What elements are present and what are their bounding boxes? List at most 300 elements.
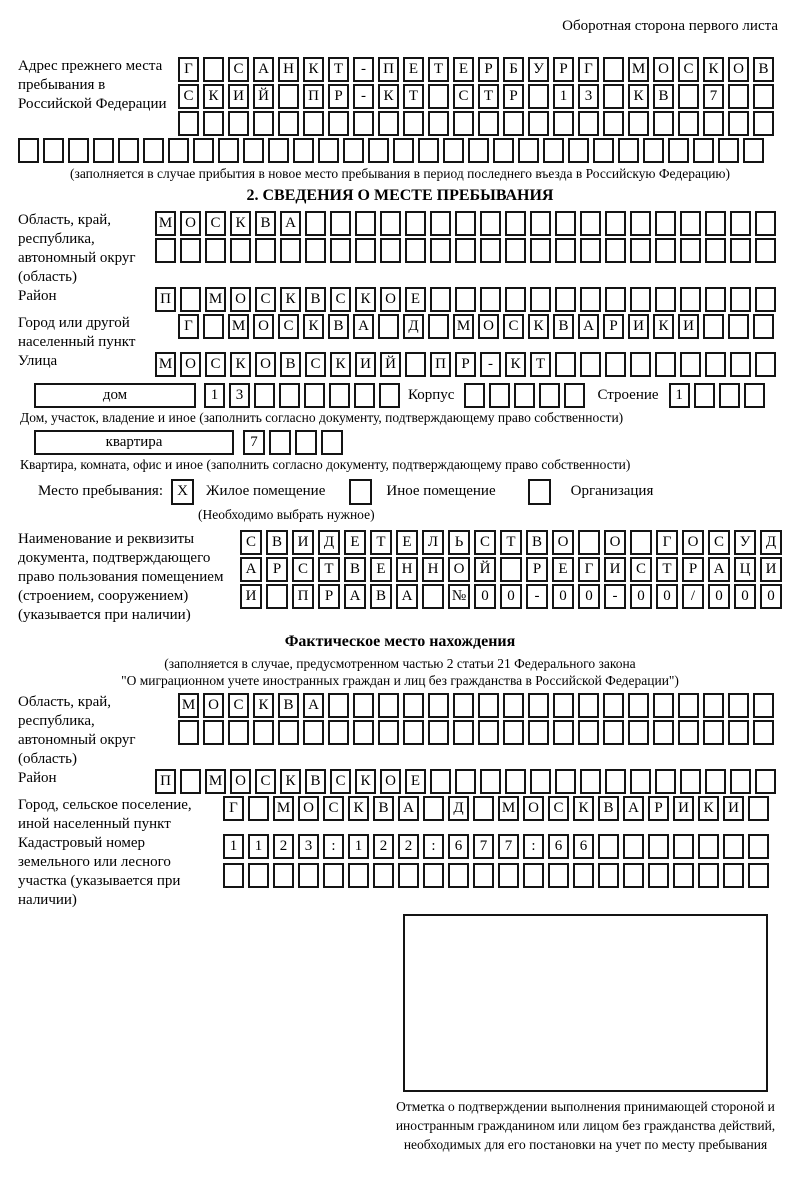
char-cell[interactable]: К — [303, 57, 324, 82]
char-cell[interactable]: К — [653, 314, 674, 339]
char-cell[interactable]: 1 — [248, 834, 269, 859]
char-cell[interactable]: А — [344, 584, 366, 609]
char-cell[interactable]: Н — [278, 57, 299, 82]
char-cell[interactable]: И — [723, 796, 744, 821]
char-cell[interactable] — [295, 430, 317, 455]
char-cell[interactable]: Р — [478, 57, 499, 82]
char-cell[interactable] — [543, 138, 564, 163]
char-cell[interactable]: О — [298, 796, 319, 821]
char-cell[interactable] — [564, 383, 585, 408]
char-cell[interactable]: И — [673, 796, 694, 821]
char-cell[interactable]: П — [292, 584, 314, 609]
char-cell[interactable]: С — [323, 796, 344, 821]
char-cell[interactable] — [293, 138, 314, 163]
char-cell[interactable] — [379, 383, 400, 408]
char-cell[interactable] — [228, 720, 249, 745]
char-cell[interactable] — [353, 111, 374, 136]
char-cell[interactable] — [655, 287, 676, 312]
char-cell[interactable] — [528, 720, 549, 745]
char-cell[interactable]: Т — [318, 557, 340, 582]
char-cell[interactable] — [630, 352, 651, 377]
char-cell[interactable] — [303, 720, 324, 745]
char-cell[interactable] — [355, 211, 376, 236]
char-cell[interactable]: Д — [318, 530, 340, 555]
char-cell[interactable] — [705, 238, 726, 263]
char-cell[interactable] — [278, 111, 299, 136]
char-cell[interactable] — [503, 720, 524, 745]
char-cell[interactable]: Т — [478, 84, 499, 109]
char-cell[interactable] — [203, 57, 224, 82]
char-cell[interactable]: М — [498, 796, 519, 821]
char-cell[interactable] — [378, 693, 399, 718]
char-cell[interactable] — [223, 863, 244, 888]
char-cell[interactable] — [698, 863, 719, 888]
char-cell[interactable] — [598, 834, 619, 859]
char-cell[interactable] — [248, 796, 269, 821]
char-cell[interactable]: О — [552, 530, 574, 555]
char-cell[interactable]: В — [373, 796, 394, 821]
char-cell[interactable]: К — [253, 693, 274, 718]
char-cell[interactable]: Т — [530, 352, 551, 377]
char-cell[interactable] — [528, 111, 549, 136]
char-cell[interactable]: 1 — [204, 383, 225, 408]
char-cell[interactable]: С — [548, 796, 569, 821]
char-cell[interactable] — [598, 863, 619, 888]
char-cell[interactable]: В — [278, 693, 299, 718]
char-cell[interactable]: О — [448, 557, 470, 582]
char-cell[interactable] — [555, 238, 576, 263]
char-cell[interactable] — [655, 352, 676, 377]
char-cell[interactable] — [605, 287, 626, 312]
char-cell[interactable]: Б — [503, 57, 524, 82]
char-cell[interactable]: С — [255, 769, 276, 794]
char-cell[interactable]: С — [305, 352, 326, 377]
char-cell[interactable]: Д — [760, 530, 782, 555]
char-cell[interactable] — [328, 720, 349, 745]
char-cell[interactable]: О — [180, 211, 201, 236]
char-cell[interactable]: С — [330, 287, 351, 312]
char-cell[interactable]: Е — [396, 530, 418, 555]
char-cell[interactable]: Д — [448, 796, 469, 821]
char-cell[interactable] — [480, 287, 501, 312]
char-cell[interactable] — [328, 111, 349, 136]
char-cell[interactable] — [605, 352, 626, 377]
char-cell[interactable]: Т — [328, 57, 349, 82]
char-cell[interactable] — [473, 796, 494, 821]
char-cell[interactable]: В — [370, 584, 392, 609]
char-cell[interactable] — [743, 138, 764, 163]
char-cell[interactable] — [728, 111, 749, 136]
char-cell[interactable] — [730, 238, 751, 263]
char-cell[interactable] — [630, 530, 652, 555]
char-cell[interactable]: К — [355, 769, 376, 794]
char-cell[interactable]: О — [604, 530, 626, 555]
char-cell[interactable] — [500, 557, 522, 582]
char-cell[interactable] — [603, 693, 624, 718]
char-cell[interactable]: А — [303, 693, 324, 718]
char-cell[interactable]: № — [448, 584, 470, 609]
char-cell[interactable] — [648, 863, 669, 888]
char-cell[interactable]: : — [323, 834, 344, 859]
char-cell[interactable]: П — [430, 352, 451, 377]
char-cell[interactable] — [605, 238, 626, 263]
char-cell[interactable]: С — [278, 314, 299, 339]
char-cell[interactable] — [530, 769, 551, 794]
char-cell[interactable] — [580, 287, 601, 312]
char-cell[interactable]: С — [453, 84, 474, 109]
char-cell[interactable]: : — [523, 834, 544, 859]
char-cell[interactable]: П — [303, 84, 324, 109]
char-cell[interactable]: Р — [682, 557, 704, 582]
char-cell[interactable] — [505, 211, 526, 236]
char-cell[interactable]: О — [203, 693, 224, 718]
char-cell[interactable]: Р — [455, 352, 476, 377]
char-cell[interactable] — [178, 111, 199, 136]
char-cell[interactable] — [428, 111, 449, 136]
char-cell[interactable] — [378, 720, 399, 745]
char-cell[interactable] — [655, 238, 676, 263]
char-cell[interactable]: Т — [403, 84, 424, 109]
char-cell[interactable]: С — [503, 314, 524, 339]
char-cell[interactable] — [703, 314, 724, 339]
char-cell[interactable] — [253, 720, 274, 745]
char-cell[interactable] — [423, 863, 444, 888]
char-cell[interactable] — [655, 769, 676, 794]
char-cell[interactable] — [405, 352, 426, 377]
char-cell[interactable] — [503, 693, 524, 718]
char-cell[interactable]: К — [378, 84, 399, 109]
char-cell[interactable] — [705, 287, 726, 312]
char-cell[interactable]: 0 — [552, 584, 574, 609]
char-cell[interactable] — [755, 287, 776, 312]
char-cell[interactable]: 3 — [578, 84, 599, 109]
char-cell[interactable] — [323, 863, 344, 888]
char-cell[interactable]: И — [604, 557, 626, 582]
char-cell[interactable]: П — [155, 769, 176, 794]
char-cell[interactable] — [730, 211, 751, 236]
char-cell[interactable] — [744, 383, 765, 408]
char-cell[interactable] — [203, 314, 224, 339]
char-cell[interactable]: С — [178, 84, 199, 109]
char-cell[interactable] — [505, 238, 526, 263]
char-cell[interactable]: Р — [328, 84, 349, 109]
char-cell[interactable]: Г — [178, 57, 199, 82]
char-cell[interactable]: 2 — [398, 834, 419, 859]
char-cell[interactable] — [580, 352, 601, 377]
char-cell[interactable] — [555, 769, 576, 794]
char-cell[interactable] — [573, 863, 594, 888]
char-cell[interactable]: С — [708, 530, 730, 555]
char-cell[interactable]: 7 — [498, 834, 519, 859]
char-cell[interactable] — [280, 238, 301, 263]
char-cell[interactable]: Р — [553, 57, 574, 82]
char-cell[interactable] — [455, 769, 476, 794]
char-cell[interactable] — [580, 238, 601, 263]
char-cell[interactable] — [530, 238, 551, 263]
char-cell[interactable] — [68, 138, 89, 163]
char-cell[interactable] — [655, 211, 676, 236]
char-cell[interactable] — [553, 720, 574, 745]
char-cell[interactable] — [523, 863, 544, 888]
char-cell[interactable]: 0 — [630, 584, 652, 609]
char-cell[interactable]: 0 — [500, 584, 522, 609]
char-cell[interactable] — [328, 693, 349, 718]
char-cell[interactable] — [478, 693, 499, 718]
char-cell[interactable] — [728, 314, 749, 339]
char-cell[interactable] — [273, 863, 294, 888]
char-cell[interactable] — [753, 314, 774, 339]
char-cell[interactable]: В — [305, 287, 326, 312]
char-cell[interactable]: А — [240, 557, 262, 582]
char-cell[interactable]: 0 — [760, 584, 782, 609]
checkbox-organization[interactable] — [528, 479, 551, 505]
char-cell[interactable]: М — [205, 769, 226, 794]
char-cell[interactable]: С — [474, 530, 496, 555]
char-cell[interactable] — [705, 352, 726, 377]
char-cell[interactable]: С — [330, 769, 351, 794]
char-cell[interactable] — [348, 863, 369, 888]
char-cell[interactable]: 1 — [553, 84, 574, 109]
char-cell[interactable]: К — [230, 352, 251, 377]
char-cell[interactable]: И — [760, 557, 782, 582]
char-cell[interactable]: М — [628, 57, 649, 82]
char-cell[interactable] — [528, 693, 549, 718]
char-cell[interactable]: К — [280, 287, 301, 312]
char-cell[interactable]: 0 — [708, 584, 730, 609]
char-cell[interactable] — [753, 693, 774, 718]
char-cell[interactable] — [680, 769, 701, 794]
char-cell[interactable]: К — [303, 314, 324, 339]
char-cell[interactable] — [393, 138, 414, 163]
char-cell[interactable] — [203, 111, 224, 136]
char-cell[interactable] — [480, 769, 501, 794]
char-cell[interactable]: И — [240, 584, 262, 609]
char-cell[interactable]: 3 — [298, 834, 319, 859]
char-cell[interactable] — [518, 138, 539, 163]
char-cell[interactable] — [455, 287, 476, 312]
char-cell[interactable]: К — [505, 352, 526, 377]
char-cell[interactable] — [443, 138, 464, 163]
char-cell[interactable] — [630, 287, 651, 312]
char-cell[interactable] — [628, 693, 649, 718]
char-cell[interactable]: Ь — [448, 530, 470, 555]
char-cell[interactable]: / — [682, 584, 704, 609]
char-cell[interactable]: 0 — [734, 584, 756, 609]
char-cell[interactable] — [578, 111, 599, 136]
char-cell[interactable] — [279, 383, 300, 408]
char-cell[interactable] — [605, 211, 626, 236]
char-cell[interactable]: А — [253, 57, 274, 82]
char-cell[interactable]: С — [228, 693, 249, 718]
char-cell[interactable]: В — [280, 352, 301, 377]
char-cell[interactable] — [118, 138, 139, 163]
char-cell[interactable] — [278, 84, 299, 109]
char-cell[interactable]: Е — [344, 530, 366, 555]
char-cell[interactable] — [428, 314, 449, 339]
char-cell[interactable]: Ц — [734, 557, 756, 582]
char-cell[interactable]: Т — [656, 557, 678, 582]
char-cell[interactable]: С — [228, 57, 249, 82]
char-cell[interactable]: М — [273, 796, 294, 821]
char-cell[interactable] — [605, 769, 626, 794]
char-cell[interactable] — [603, 57, 624, 82]
char-cell[interactable]: Р — [318, 584, 340, 609]
char-cell[interactable] — [539, 383, 560, 408]
char-cell[interactable] — [680, 211, 701, 236]
char-cell[interactable]: Е — [370, 557, 392, 582]
char-cell[interactable]: 7 — [473, 834, 494, 859]
char-cell[interactable]: О — [230, 769, 251, 794]
char-cell[interactable]: - — [353, 84, 374, 109]
char-cell[interactable]: М — [155, 352, 176, 377]
char-cell[interactable] — [403, 720, 424, 745]
char-cell[interactable]: 7 — [243, 430, 265, 455]
char-cell[interactable]: М — [155, 211, 176, 236]
char-cell[interactable] — [473, 863, 494, 888]
char-cell[interactable]: М — [178, 693, 199, 718]
char-cell[interactable] — [755, 211, 776, 236]
char-cell[interactable] — [168, 138, 189, 163]
confirmation-stamp-box[interactable] — [403, 914, 768, 1092]
char-cell[interactable]: С — [678, 57, 699, 82]
char-cell[interactable]: 7 — [703, 84, 724, 109]
char-cell[interactable] — [730, 287, 751, 312]
char-cell[interactable] — [723, 863, 744, 888]
char-cell[interactable]: Н — [422, 557, 444, 582]
char-cell[interactable] — [718, 138, 739, 163]
checkbox-other-premises[interactable] — [349, 479, 372, 505]
char-cell[interactable] — [628, 720, 649, 745]
char-cell[interactable]: С — [292, 557, 314, 582]
char-cell[interactable]: О — [255, 352, 276, 377]
char-cell[interactable] — [728, 693, 749, 718]
char-cell[interactable]: А — [396, 584, 418, 609]
char-cell[interactable] — [678, 720, 699, 745]
char-cell[interactable]: У — [528, 57, 549, 82]
char-cell[interactable]: Л — [422, 530, 444, 555]
char-cell[interactable] — [603, 720, 624, 745]
char-cell[interactable]: Й — [474, 557, 496, 582]
char-cell[interactable] — [403, 693, 424, 718]
char-cell[interactable] — [430, 211, 451, 236]
char-cell[interactable] — [318, 138, 339, 163]
char-cell[interactable] — [730, 352, 751, 377]
char-cell[interactable]: О — [380, 769, 401, 794]
char-cell[interactable]: А — [353, 314, 374, 339]
char-cell[interactable] — [728, 84, 749, 109]
char-cell[interactable] — [753, 720, 774, 745]
char-cell[interactable] — [330, 238, 351, 263]
char-cell[interactable]: В — [344, 557, 366, 582]
char-cell[interactable] — [403, 111, 424, 136]
char-cell[interactable] — [680, 352, 701, 377]
char-cell[interactable]: С — [630, 557, 652, 582]
char-cell[interactable]: Р — [526, 557, 548, 582]
char-cell[interactable] — [498, 863, 519, 888]
char-cell[interactable]: И — [292, 530, 314, 555]
char-cell[interactable] — [405, 238, 426, 263]
char-cell[interactable] — [603, 111, 624, 136]
char-cell[interactable] — [678, 693, 699, 718]
char-cell[interactable]: - — [526, 584, 548, 609]
char-cell[interactable] — [180, 287, 201, 312]
char-cell[interactable] — [228, 111, 249, 136]
char-cell[interactable] — [330, 211, 351, 236]
char-cell[interactable]: Е — [453, 57, 474, 82]
char-cell[interactable] — [555, 352, 576, 377]
char-cell[interactable] — [753, 84, 774, 109]
char-cell[interactable] — [298, 863, 319, 888]
char-cell[interactable]: У — [734, 530, 756, 555]
char-cell[interactable]: С — [240, 530, 262, 555]
char-cell[interactable] — [193, 138, 214, 163]
char-cell[interactable]: 1 — [669, 383, 690, 408]
char-cell[interactable]: Г — [578, 557, 600, 582]
char-cell[interactable] — [478, 720, 499, 745]
char-cell[interactable] — [648, 834, 669, 859]
char-cell[interactable] — [464, 383, 485, 408]
char-cell[interactable]: Р — [503, 84, 524, 109]
char-cell[interactable] — [453, 111, 474, 136]
char-cell[interactable] — [693, 138, 714, 163]
char-cell[interactable]: К — [628, 84, 649, 109]
char-cell[interactable] — [230, 238, 251, 263]
char-cell[interactable] — [343, 138, 364, 163]
char-cell[interactable] — [478, 111, 499, 136]
char-cell[interactable] — [468, 138, 489, 163]
char-cell[interactable] — [723, 834, 744, 859]
char-cell[interactable] — [505, 287, 526, 312]
char-cell[interactable] — [748, 863, 769, 888]
char-cell[interactable]: О — [180, 352, 201, 377]
char-cell[interactable] — [618, 138, 639, 163]
char-cell[interactable] — [305, 211, 326, 236]
char-cell[interactable] — [505, 769, 526, 794]
char-cell[interactable]: Е — [403, 57, 424, 82]
char-cell[interactable] — [205, 238, 226, 263]
char-cell[interactable] — [93, 138, 114, 163]
char-cell[interactable] — [378, 111, 399, 136]
char-cell[interactable]: О — [523, 796, 544, 821]
char-cell[interactable]: М — [228, 314, 249, 339]
char-cell[interactable]: М — [453, 314, 474, 339]
char-cell[interactable]: К — [573, 796, 594, 821]
char-cell[interactable] — [43, 138, 64, 163]
char-cell[interactable]: Е — [552, 557, 574, 582]
char-cell[interactable]: - — [480, 352, 501, 377]
char-cell[interactable] — [353, 720, 374, 745]
char-cell[interactable]: 6 — [448, 834, 469, 859]
char-cell[interactable]: И — [355, 352, 376, 377]
char-cell[interactable] — [18, 138, 39, 163]
char-cell[interactable] — [203, 720, 224, 745]
char-cell[interactable] — [678, 111, 699, 136]
char-cell[interactable]: В — [653, 84, 674, 109]
char-cell[interactable]: - — [604, 584, 626, 609]
char-cell[interactable]: С — [205, 211, 226, 236]
char-cell[interactable]: К — [355, 287, 376, 312]
char-cell[interactable] — [143, 138, 164, 163]
char-cell[interactable] — [304, 383, 325, 408]
char-cell[interactable] — [418, 138, 439, 163]
char-cell[interactable] — [753, 111, 774, 136]
char-cell[interactable]: 0 — [656, 584, 678, 609]
char-cell[interactable]: Г — [656, 530, 678, 555]
char-cell[interactable]: И — [678, 314, 699, 339]
char-cell[interactable] — [603, 84, 624, 109]
char-cell[interactable] — [453, 720, 474, 745]
char-cell[interactable] — [628, 111, 649, 136]
